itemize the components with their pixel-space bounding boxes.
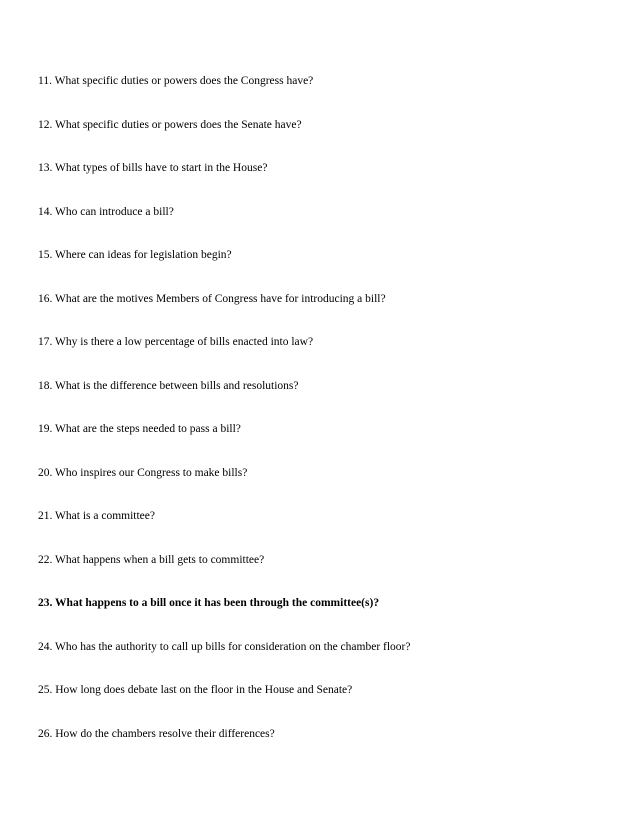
question-item: 17. Why is there a low percentage of bills enacted into law?	[38, 336, 314, 348]
question-item: 11. What specific duties or powers does the Congress have?	[38, 75, 314, 87]
question-item: 21. What is a committee?	[38, 510, 155, 522]
question-item: 15. Where can ideas for legislation begin?	[38, 249, 232, 261]
question-item: 24. Who has the authority to call up bills for consideration on the chamber floor?	[38, 640, 411, 653]
question-item: 13. What types of bills have to start in the House?	[38, 162, 268, 174]
question-item: 19. What are the steps needed to pass a bill?	[38, 423, 241, 435]
question-item: 22. What happens when a bill gets to committee?	[38, 553, 265, 566]
question-list	[38, 73, 618, 769]
question-item-bold: 23. What happens to a bill once it has been through the committee(s)?	[38, 597, 380, 609]
question-item: 20. Who inspires our Congress to make bills?	[38, 466, 248, 479]
question-item: 14. Who can introduce a bill?	[38, 205, 174, 218]
question-item: 26. How do the chambers resolve their differences?	[38, 727, 275, 740]
question-item: 18. What is the difference between bills and resolutions?	[38, 379, 299, 392]
question-item: 16. What are the motives Members of Congress have for introducing a bill?	[38, 292, 386, 305]
question-item: 12. What specific duties or powers does the Senate have?	[38, 118, 302, 131]
question-item: 25. How long does debate last on the floor in the House and Senate?	[38, 684, 353, 696]
